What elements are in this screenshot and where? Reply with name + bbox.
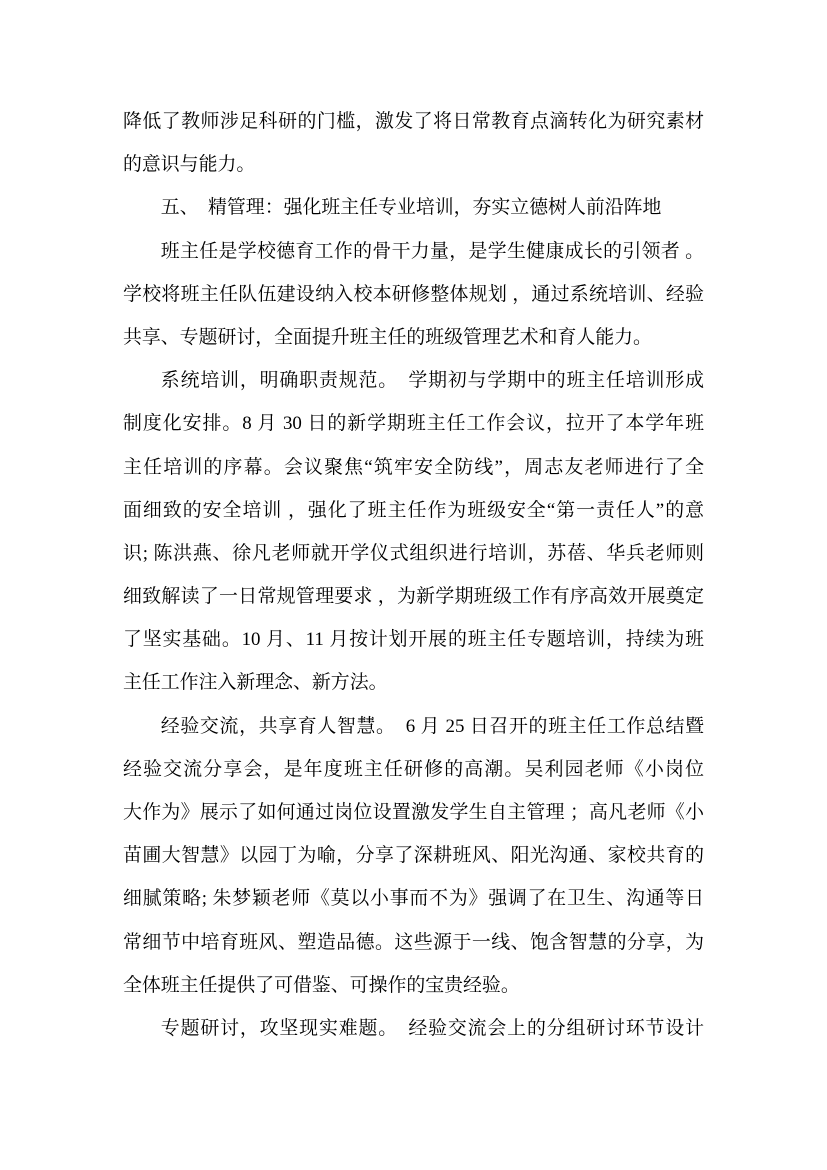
section-heading: 五、 精管理：强化班主任专业培训，夯实立德树人前沿阵地	[160, 197, 662, 219]
body-line: 专题研讨，攻坚现实难题。 经验交流会上的分组研讨环节设计	[160, 1017, 704, 1039]
body-line: 细致解读了一日常规管理要求 ，为新学期班级工作有序高效开展奠定	[123, 586, 704, 608]
body-line: 了坚实基础。10 月、11 月按计划开展的班主任专题培训，持续为班	[123, 629, 704, 651]
document-text-block	[123, 100, 704, 1050]
body-line: 经验交流分享会，是年度班主任研修的高潮。吴利园老师《小岗位	[123, 758, 704, 780]
body-line: 细腻策略; 朱梦颖老师《莫以小事而不为》强调了在卫生、沟通等日	[123, 888, 704, 910]
body-line: 常细节中培育班风、塑造品德。这些源于一线、饱含智慧的分享，为	[123, 931, 704, 953]
body-line: 班主任是学校德育工作的骨干力量，是学生健康成长的引领者 。	[160, 240, 704, 262]
body-line: 大作为》展示了如何通过岗位设置激发学生自主管理 ；高凡老师《小	[123, 802, 704, 823]
body-line: 制度化安排。8 月 30 日的新学期班主任工作会议，拉开了本学年班	[123, 413, 704, 435]
body-line: 共享、专题研讨，全面提升班主任的班级管理艺术和育人能力。	[123, 326, 652, 348]
body-line: 面细致的安全培训 ，强化了班主任作为班级安全“第一责任人”的意	[123, 499, 704, 521]
body-line: 全体班主任提供了可借鉴、可操作的宝贵经验。	[123, 974, 520, 996]
body-line: 主任培训的序幕。会议聚焦“筑牢安全防线”，周志友老师进行了全	[123, 456, 704, 478]
body-line: 经验交流，共享育人智慧。 6 月 25 日召开的班主任工作总结暨	[160, 715, 704, 737]
body-line: 识; 陈洪燕、徐凡老师就开学仪式组织进行培训，苏蓓、华兵老师则	[123, 542, 704, 564]
body-line: 学校将班主任队伍建设纳入校本研修整体规划 ，通过系统培训、经验	[123, 283, 704, 305]
body-line: 降低了教师涉足科研的门槛，激发了将日常教育点滴转化为研究素材	[123, 111, 704, 132]
body-line: 苗圃大智慧》以园丁为喻，分享了深耕班风、阳光沟通、家校共育的	[123, 845, 704, 867]
body-line: 的意识与能力。	[123, 154, 256, 176]
body-line: 主任工作注入新理念、新方法。	[123, 672, 388, 694]
body-line: 系统培训，明确职责规范。 学期初与学期中的班主任培训形成	[160, 370, 704, 392]
